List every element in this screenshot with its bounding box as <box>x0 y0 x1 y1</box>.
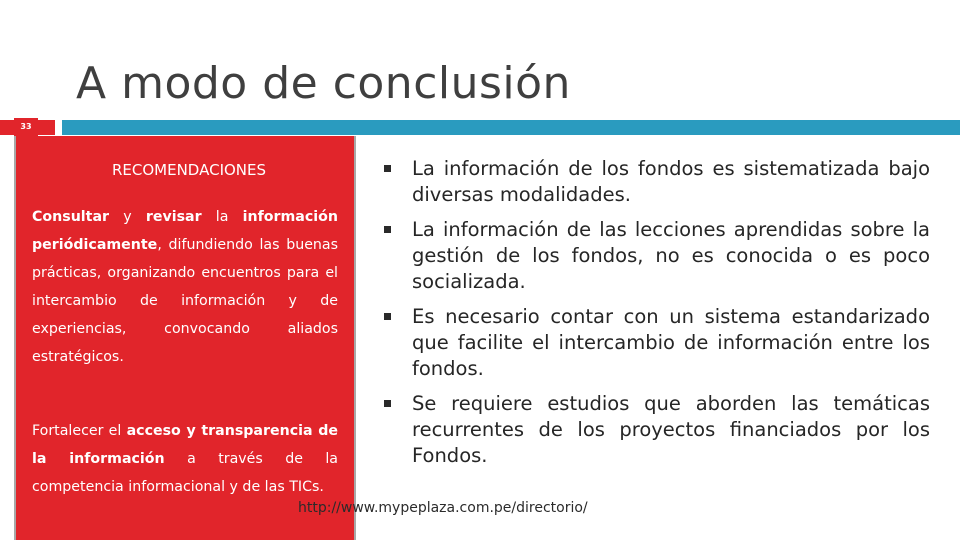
bullet-text: Es necesario contar con un sistema estandarizado que facilite el intercambio de información entre los fondos. <box>412 305 930 380</box>
bold-text: información periódicamente <box>32 209 338 253</box>
bullet-text: La información de los fondos es sistematizada bajo diversas modalidades. <box>412 157 930 206</box>
text: Fortalecer el <box>32 423 127 439</box>
text: la <box>201 209 243 225</box>
slide-title: A modo de conclusión <box>76 58 571 109</box>
bullet-item <box>382 156 930 208</box>
page-number: 33 <box>14 118 38 136</box>
text: y <box>109 209 146 225</box>
bullet-item <box>382 217 930 295</box>
bullet-item <box>382 304 930 382</box>
square-bullet-icon <box>384 165 391 172</box>
bullet-text: Se requiere estudios que aborden las temáticas recurrentes de los proyectos financiados por los Fondos. <box>412 392 930 467</box>
square-bullet-icon <box>384 226 391 233</box>
recommendations-header: RECOMENDACIONES <box>111 161 267 179</box>
text: , difundiendo las buenas prácticas, organizando encuentros para el intercambio de información y de experiencias, convocando aliados estratégicos. <box>32 237 338 365</box>
bold-text: revisar <box>145 209 202 225</box>
bold-text: acceso y transparencia de la información <box>32 423 338 467</box>
recommendation-paragraph-1 <box>32 203 338 371</box>
bold-text: Consultar <box>32 209 110 225</box>
square-bullet-icon <box>384 400 391 407</box>
bullet-text: La información de las lecciones aprendidas sobre la gestión de los fondos, no es conocida o es poco socializada. <box>412 218 930 293</box>
bullet-item <box>382 391 930 469</box>
square-bullet-icon <box>384 313 391 320</box>
text: a través de la competencia informacional y de las TICs. <box>32 451 339 495</box>
footer-link[interactable]: http://www.mypeplaza.com.pe/directorio/ <box>298 500 588 516</box>
recommendation-paragraph-2 <box>32 417 338 501</box>
conclusion-bullet-list <box>382 156 930 478</box>
header-bar-teal <box>62 120 960 135</box>
